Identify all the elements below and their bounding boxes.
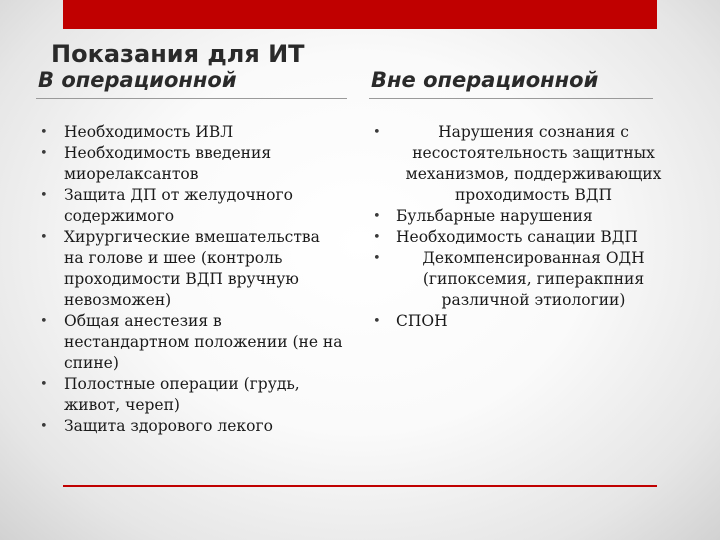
- slide-title: Показания для ИТ: [51, 40, 305, 68]
- list-item-text: Бульбарные нарушения: [396, 207, 593, 225]
- bullet-icon: •: [40, 230, 48, 245]
- list-item-text: Защита здорового лекого: [64, 417, 273, 435]
- list-item: [38, 122, 344, 143]
- list-item-text: Декомпенсированная ОДН (гипоксемия, гиперакпния различной этиологии): [422, 249, 645, 309]
- list-item-text: СПОН: [396, 312, 448, 330]
- list-item: [371, 206, 671, 227]
- bullet-icon: •: [373, 125, 381, 140]
- list-item-text: Защита ДП от желудочного содержимого: [64, 186, 293, 225]
- top-accent-bar: [63, 0, 657, 29]
- list-item-text: Хирургические вмешательства на голове и шее (контроль проходимости ВДП вручную невозможен): [64, 228, 320, 309]
- bullet-icon: •: [40, 377, 48, 392]
- bullet-icon: •: [40, 188, 48, 203]
- column-heading-underline-right: [369, 98, 653, 99]
- list-item-text: Полостные операции (грудь, живот, череп): [64, 375, 300, 414]
- bullet-icon: •: [373, 209, 381, 224]
- list-item: [371, 311, 671, 332]
- bullet-icon: •: [40, 125, 48, 140]
- list-item: [38, 374, 344, 416]
- bullet-icon: •: [373, 314, 381, 329]
- list-item-text: Необходимость ИВЛ: [64, 123, 234, 141]
- list-item: [38, 227, 344, 311]
- column-heading-underline-left: [36, 98, 347, 99]
- bullet-icon: •: [40, 146, 48, 161]
- column-heading-in-or: В операционной: [38, 68, 237, 92]
- list-item-text: Необходимость санации ВДП: [396, 228, 638, 246]
- list-item-text: Общая анестезия в нестандартном положении (не на спине): [64, 312, 343, 372]
- indications-list-outside-or: [371, 122, 671, 332]
- list-item: [38, 143, 344, 185]
- list-item: [371, 227, 671, 248]
- list-item: [38, 416, 344, 437]
- column-heading-outside-or: Вне операционной: [371, 68, 599, 92]
- indications-list-in-or: [38, 122, 344, 437]
- bullet-icon: •: [40, 314, 48, 329]
- list-item: [371, 248, 671, 311]
- list-item-text: Нарушения сознания с несостоятельность защитных механизмов, поддерживающих проходимость ВДП: [405, 123, 662, 204]
- bottom-accent-rule: [63, 485, 657, 487]
- list-item: [371, 122, 671, 206]
- bullet-icon: •: [373, 251, 381, 266]
- list-item: [38, 311, 344, 374]
- list-item-text: Необходимость введения миорелаксантов: [64, 144, 272, 183]
- bullet-icon: •: [40, 419, 48, 434]
- list-item: [38, 185, 344, 227]
- bullet-icon: •: [373, 230, 381, 245]
